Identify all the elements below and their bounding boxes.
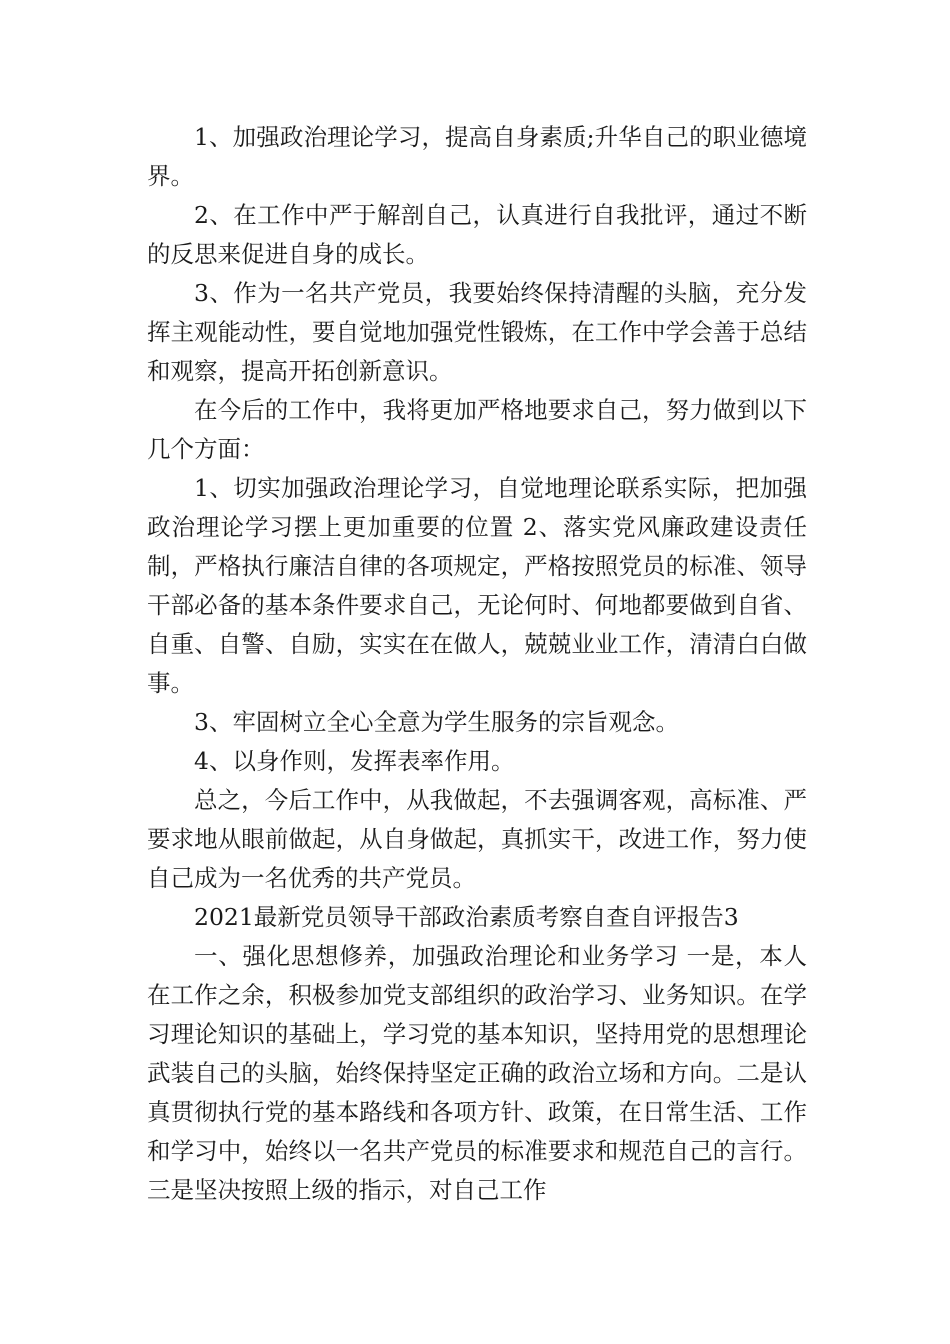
document-body xyxy=(147,118,807,1210)
paragraph-future-item-4: 4、以身作则，发挥表率作用。 xyxy=(194,747,515,775)
paragraph-future-item-1-2: 1、切实加强政治理论学习，自觉地理论联系实际，把加强政治理论学习摆上更加重要的位置 2、落实党风廉政建设责任制，严格执行廉洁自律的各项规定，严格按照党员的标准、领导干部必备的基本条件要求自己，无论何时、何地都要做到自省、自重、自警、自励，实实在在做人，兢兢业业工作，清清白白做事。 xyxy=(147,474,807,697)
paragraph-summary: 总之，今后工作中，从我做起，不去强调客观，高标准、严要求地从眼前做起，从自身做起，真抓实干，改进工作，努力使自己成为一名优秀的共产党员。 xyxy=(147,786,807,892)
paragraph-item-1: 1、加强政治理论学习，提高自身素质;升华自己的职业德境界。 xyxy=(147,123,807,190)
paragraph-item-2: 2、在工作中严于解剖自己，认真进行自我批评，通过不断的反思来促进自身的成长。 xyxy=(147,201,807,268)
paragraph-item-3: 3、作为一名共产党员，我要始终保持清醒的头脑，充分发挥主观能动性，要自觉地加强党性锻炼，在工作中学会善于总结和观察，提高开拓创新意识。 xyxy=(147,279,807,385)
paragraph-intro-future-work: 在今后的工作中，我将更加严格地要求自己，努力做到以下几个方面： xyxy=(147,396,807,463)
paragraph-section-1: 一、强化思想修养，加强政治理论和业务学习 一是，本人在工作之余，积极参加党支部组织的政治学习、业务知识。在学习理论知识的基础上，学习党的基本知识，坚持用党的思想理论武装自己的头脑，始终保持坚定正确的政治立场和方向。二是认真贯彻执行党的基本路线和各项方针、政策，在日常生活、工作和学习中，始终以一名共产党员的标准要求和规范自己的言行。三是坚决按照上级的指示，对自己工作 xyxy=(147,942,807,1204)
paragraph-future-item-3: 3、牢固树立全心全意为学生服务的宗旨观念。 xyxy=(194,708,679,736)
section-heading: 2021最新党员领导干部政治素质考察自查自评报告3 xyxy=(194,903,739,931)
